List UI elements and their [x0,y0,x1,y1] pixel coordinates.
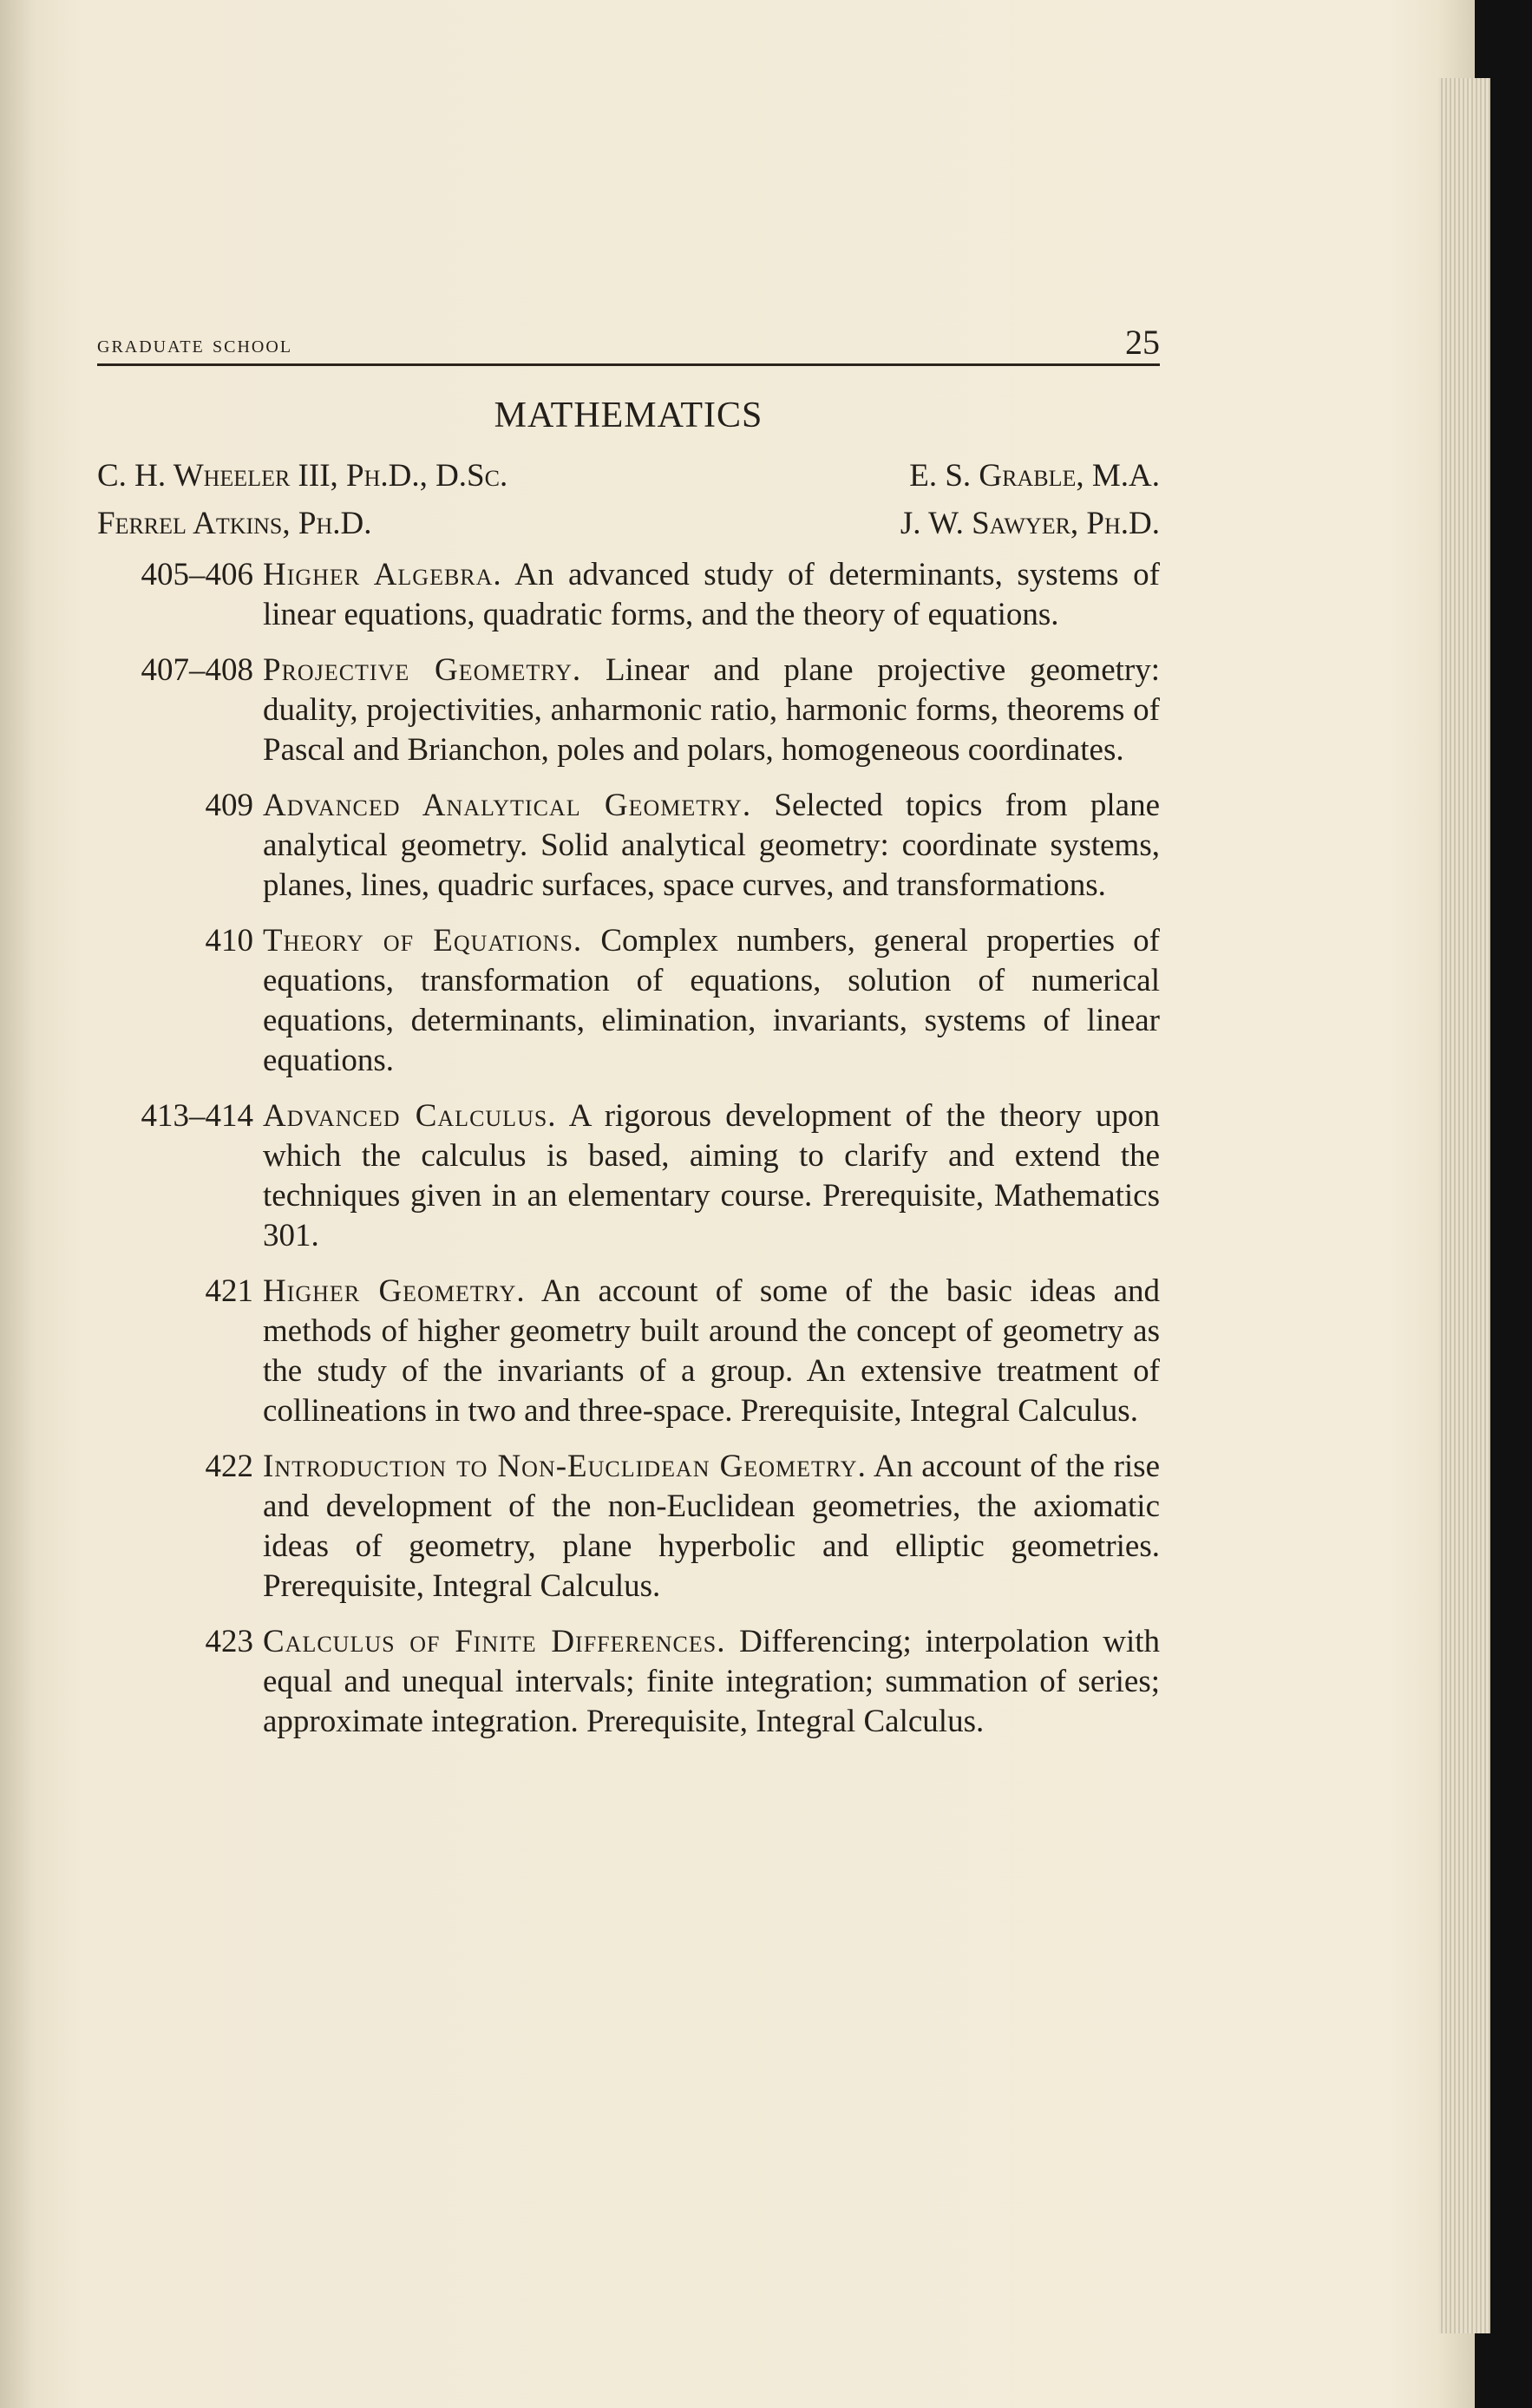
course-text: An account of some of the basic ideas and methods of higher geometry built around the concept of geometry as the study of the invariants of a group. An extensive treatment of collineations in two and three-space. Prerequisite, Integral Calculus. [263,1273,1160,1429]
faculty-row-2 [97,505,1160,552]
page-number: 25 [1125,323,1160,362]
course-description [263,1447,1160,1606]
course-text: Selected topics from plane analytical geometry. Solid analytical geometry: coordinate systems, planes, lines, quadric surfaces, space curves, and transformations. [263,788,1160,903]
course-text: An advanced study of determinants, systems of linear equations, quadratic forms, and the theory of equations. [263,557,1160,632]
course-text: Differencing; interpolation with equal and unequal intervals; finite integration; summation of series; approximate integration. Prerequisite, Integral Calculus. [263,1624,1161,1739]
course-description [263,921,1160,1081]
faculty-name: J. W. Sawyer, Ph.D. [900,506,1160,541]
course-number: 423 [205,1624,253,1659]
course-number: 405–406 [141,557,253,592]
faculty-row-1 [97,457,1160,504]
faculty-name: C. H. Wheeler III, Ph.D., D.Sc. [97,458,508,494]
course-entry [97,786,1160,906]
header-rule [97,363,1160,366]
course-entry [97,1447,1160,1606]
course-description [263,651,1160,770]
course-text: A rigorous development of the theory upon which the calculus is based, aiming to clarify and extend the techniques given in an elementary course. Prerequisite, Mathematics 301. [263,1098,1160,1253]
course-list [97,555,1160,1757]
course-description [263,1622,1160,1742]
course-title: Higher Algebra. [263,557,502,592]
course-number: 407–408 [141,652,253,688]
course-title: Theory of Equations. [263,923,583,959]
course-number: 422 [205,1449,253,1484]
course-description [263,555,1160,635]
course-text: An account of the rise and development of the non-Euclidean geometries, the axiomatic ideas of geometry, plane hyperbolic and elliptic geometries. Prerequisite, Integral Calculus. [263,1449,1160,1604]
course-entry [97,555,1160,635]
faculty-name: E. S. Grable, M.A. [909,458,1160,494]
faculty-name: Ferrel Atkins, Ph.D. [97,506,372,541]
course-title: Introduction to Non-Euclidean Geometry. [263,1449,867,1484]
section-title: MATHEMATICS [494,396,763,435]
course-text: Linear and plane projective geometry: duality, projectivities, anharmonic ratio, harmonic forms, theorems of Pascal and Brianchon, poles and polars, homogeneous coordinates. [263,652,1161,768]
course-number: 421 [205,1273,253,1309]
course-title: Calculus of Finite Differences. [263,1624,726,1659]
course-title: Projective Geometry. [263,652,582,688]
course-number: 409 [205,788,253,823]
course-description [263,1096,1160,1256]
course-description [263,786,1160,906]
course-entry [97,651,1160,770]
running-head [97,309,1160,370]
course-entry [97,1622,1160,1742]
course-title: Higher Geometry. [263,1273,526,1309]
course-title: Advanced Analytical Geometry. [263,788,752,823]
course-title: Advanced Calculus. [263,1098,557,1134]
running-head-section: graduate school [97,330,293,358]
course-entry [97,1272,1160,1431]
course-number: 413–414 [141,1098,253,1134]
course-text: Complex numbers, general properties of equations, transformation of equations, solution of numerical equations, determinants, elimination, invariants, systems of linear equations. [263,923,1161,1078]
course-entry [97,921,1160,1081]
course-entry [97,1096,1160,1256]
course-number: 410 [205,923,253,959]
course-description [263,1272,1160,1431]
